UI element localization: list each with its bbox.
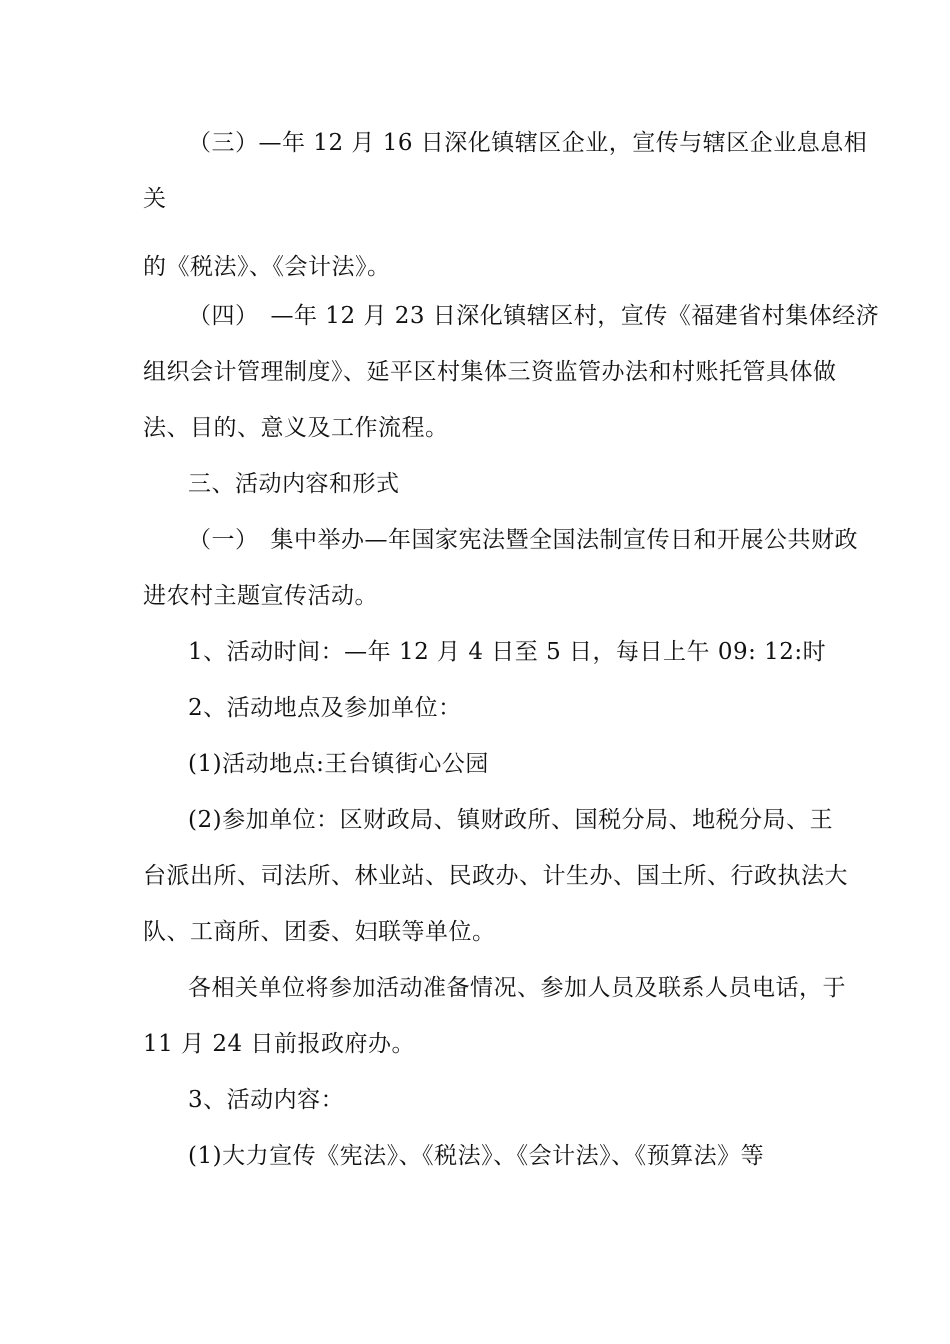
text-line: (1)活动地点:王台镇街心公园 — [188, 751, 489, 777]
text-line: 各相关单位将参加活动准备情况、参加人员及联系人员电话，于 — [188, 975, 846, 1001]
text-line: （一） 集中举办—年国家宪法暨全国法制宣传日和开展公共财政 — [188, 527, 858, 553]
section-heading: 三、活动内容和形式 — [188, 471, 400, 497]
text-line: 的《税法》、《会计法》。 — [143, 254, 391, 280]
text-line: 2、活动地点及参加单位： — [188, 695, 462, 721]
text-line: (1)大力宣传《宪法》、《税法》、《会计法》、《预算法》等 — [188, 1143, 765, 1169]
text-line: 3、活动内容： — [188, 1087, 345, 1113]
text-line: 法、目的、意义及工作流程。 — [143, 415, 449, 441]
text-line: (2)参加单位：区财政局、镇财政所、国税分局、地税分局、王 — [188, 807, 834, 833]
text-line: 11 月 24 日前报政府办。 — [143, 1031, 415, 1057]
text-line: 1、活动时间：—年 12 月 4 日至 5 日，每日上午 09: 12:时 — [188, 639, 827, 665]
text-line: 台派出所、司法所、林业站、民政办、计生办、国土所、行政执法大 — [143, 863, 848, 889]
text-line: （三）—年 12 月 16 日深化镇辖区企业，宣传与辖区企业息息相 — [188, 130, 868, 156]
text-line: 进农村主题宣传活动。 — [143, 583, 378, 609]
text-line: （四） —年 12 月 23 日深化镇辖区村，宣传《福建省村集体经济 — [188, 303, 880, 329]
text-line: 组织会计管理制度》、延平区村集体三资监管办法和村账托管具体做 — [143, 359, 837, 385]
text-line: 队、工商所、团委、妇联等单位。 — [143, 919, 496, 945]
text-line: 关 — [143, 186, 167, 212]
